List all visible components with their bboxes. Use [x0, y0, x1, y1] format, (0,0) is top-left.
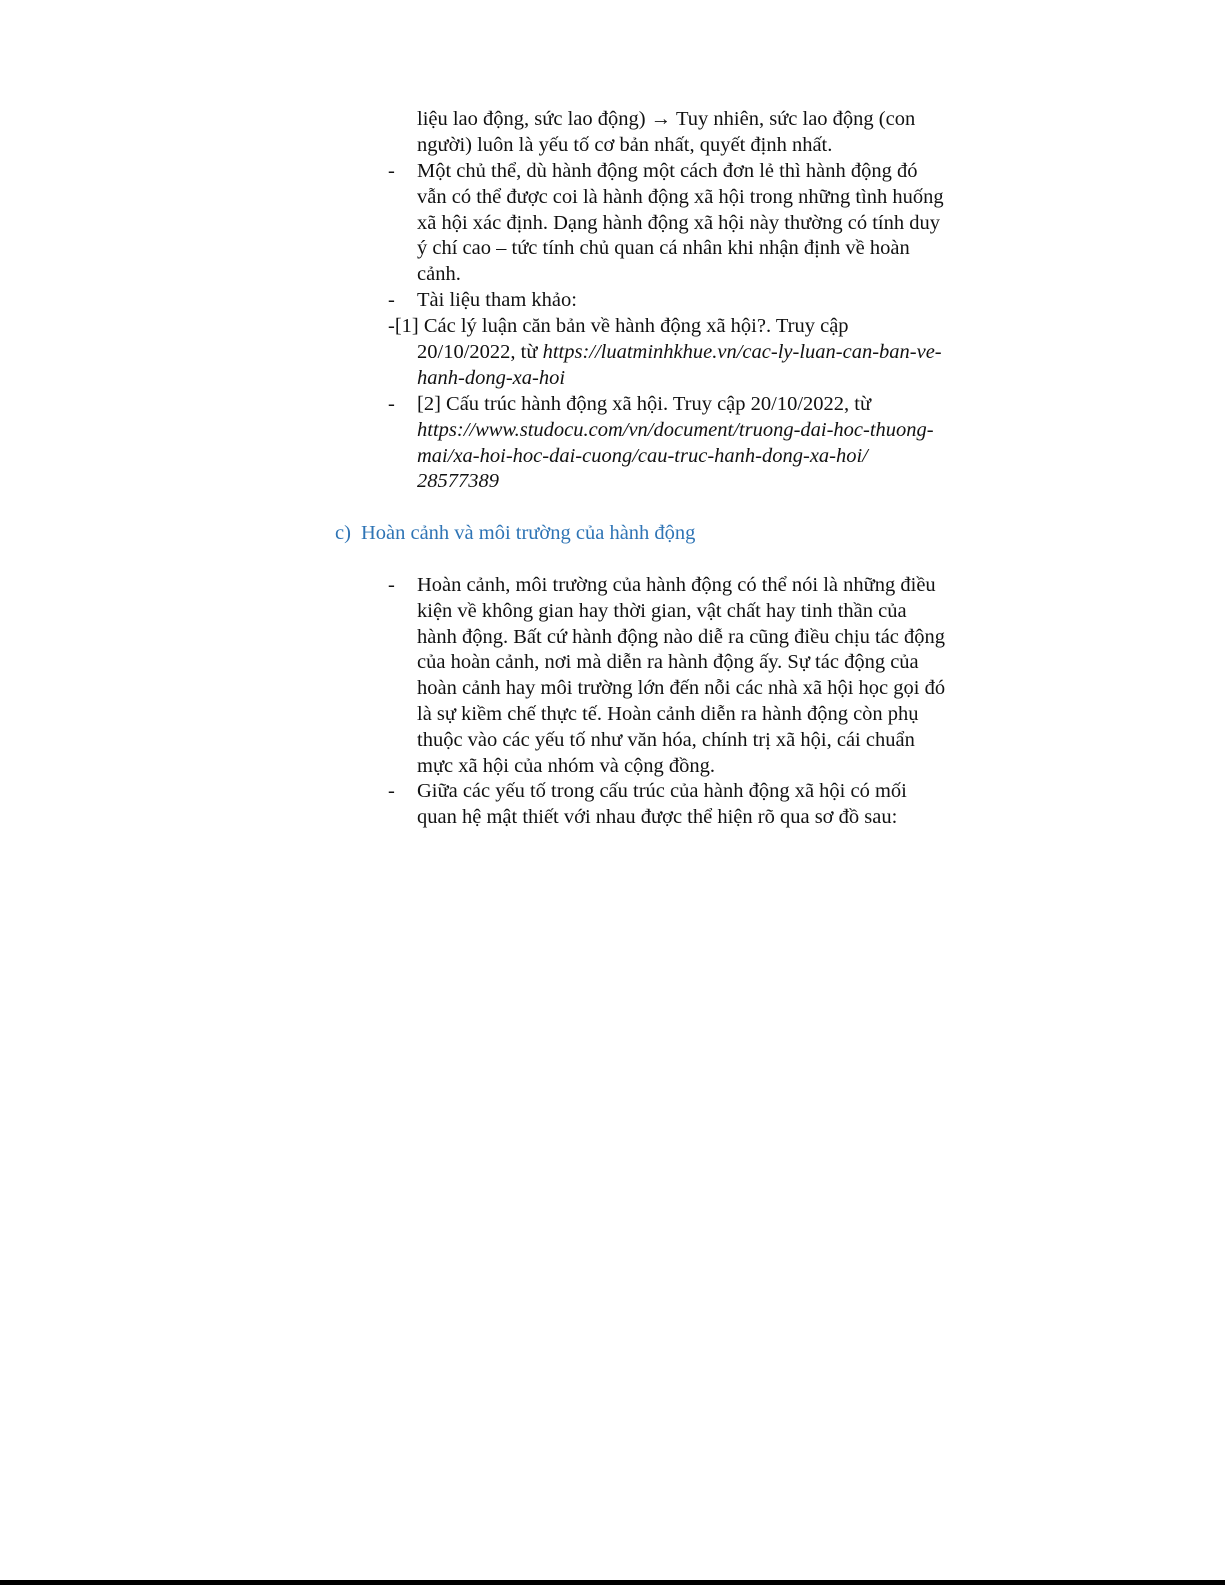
text-line: ý chí cao – tức tính chủ quan cá nhân khi nhận định về hoàn — [417, 237, 910, 260]
bullet-dash: - — [388, 160, 395, 182]
references-heading: Tài liệu tham khảo: — [417, 289, 577, 311]
section-label: c) — [335, 522, 351, 544]
text-line: thuộc vào các yếu tố như văn hóa, chính trị xã hội, cái chuẩn — [417, 728, 915, 751]
text-line: cảnh. — [417, 263, 461, 286]
text-line: quan hệ mật thiết với nhau được thể hiện rõ qua sơ đồ sau: — [417, 805, 898, 828]
reference-1-url-continuation[interactable]: hanh-dong-xa-hoi — [417, 366, 566, 389]
reference-2-url[interactable]: 28577389 — [417, 470, 499, 493]
text-line: là sự kiềm chế thực tế. Hoàn cảnh diễn ra hành động còn phụ — [417, 703, 919, 725]
reference-2-url[interactable]: mai/xa-hoi-hoc-dai-cuong/cau-truc-hanh-dong-xa-hoi/ — [417, 444, 868, 467]
text-line: kiện về không gian hay thời gian, vật chất hay tinh thần của — [417, 599, 907, 622]
reference-1-title: -[1] Các lý luận căn bản về hành động xã hội?. Truy cập — [388, 315, 849, 337]
text-line: Hoàn cảnh, môi trường của hành động có thể nói là những điều — [417, 574, 936, 596]
text-line: người) luôn là yếu tố cơ bản nhất, quyết định nhất. — [417, 133, 833, 156]
text-line: hành động. Bất cứ hành động nào diễ ra cũng điều chịu tác động — [417, 625, 946, 648]
page-bottom-border — [0, 1580, 1225, 1585]
reference-2-title: [2] Cấu trúc hành động xã hội. Truy cập 20/10/2022, từ — [417, 393, 872, 415]
bullet-dash: - — [388, 393, 395, 415]
section-title: Hoàn cảnh và môi trường của hành động — [360, 522, 696, 544]
text-line: hoàn cảnh hay môi trường lớn đến nỗi các nhà xã hội học gọi đó — [417, 677, 946, 700]
text-line: liệu lao động, sức lao động) → Tuy nhiên, sức lao động (con — [417, 108, 916, 130]
bullet-dash: - — [388, 289, 395, 311]
text-line: xã hội xác định. Dạng hành động xã hội này thường có tính duy — [417, 211, 940, 234]
reference-1-url[interactable]: https://luatminhkhue.vn/cac-ly-luan-can-ban-ve- — [542, 340, 942, 363]
text-line: Giữa các yếu tố trong cấu trúc của hành động xã hội có mối — [417, 780, 907, 802]
reference-2-url[interactable]: https://www.studocu.com/vn/document/truong-dai-hoc-thuong- — [417, 418, 934, 441]
text-line: mực xã hội của nhóm và cộng đồng. — [417, 754, 716, 777]
bullet-dash: - — [388, 574, 395, 596]
reference-1-access-line — [417, 340, 942, 366]
text-line: vẫn có thể được coi là hành động xã hội trong những tình huống — [417, 185, 944, 208]
bullet-dash: - — [388, 780, 395, 802]
text-line: Một chủ thể, dù hành động một cách đơn lẻ thì hành động đó — [417, 160, 918, 182]
reference-1-access-date: 20/10/2022, từ — [417, 340, 543, 363]
section-heading-c — [335, 521, 695, 547]
text-line: của hoàn cảnh, nơi mà diễn ra hành động ấy. Sự tác động của — [417, 651, 919, 674]
